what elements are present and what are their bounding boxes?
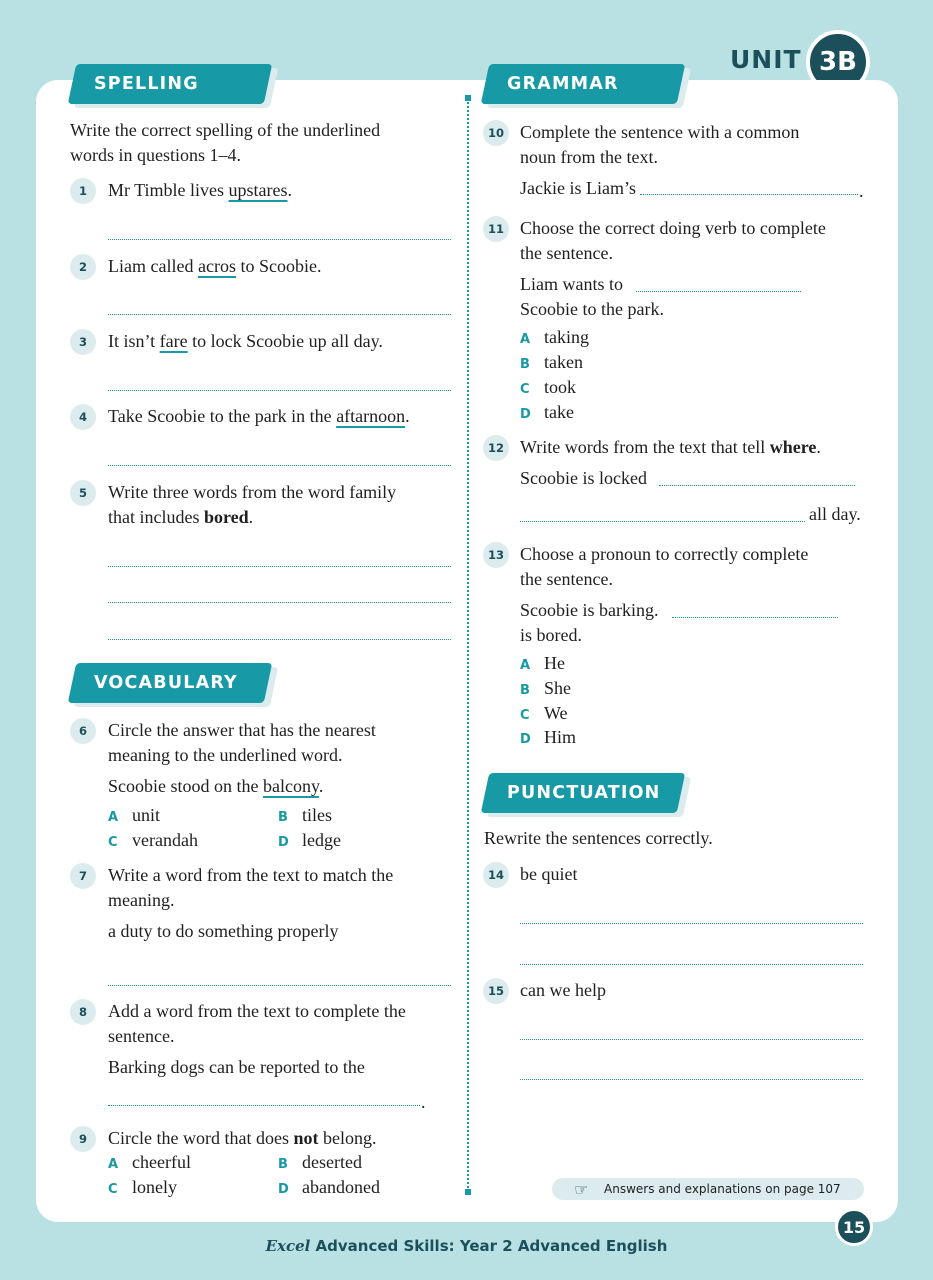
q6-option-c[interactable]: C verandah [108, 830, 198, 850]
question-8-line1: Add a word from the text to complete the [108, 1001, 406, 1021]
answer-line-14b[interactable] [520, 963, 863, 965]
grammar-heading: GRAMMAR [507, 74, 619, 94]
answer-line-7[interactable] [108, 984, 451, 986]
question-10-prompt: Jackie is Liam’s [520, 178, 636, 198]
question-3-text: It isn’t fare to lock Scoobie up all day. [108, 331, 383, 351]
question-15-text: can we help [520, 980, 606, 1000]
answer-line-5c[interactable] [108, 638, 451, 640]
pointing-hand-icon: ☞ [574, 1179, 589, 1199]
answers-note [552, 1178, 864, 1200]
answer-line-13[interactable] [672, 616, 838, 618]
question-13-prompt1: Scoobie is barking. [520, 600, 659, 620]
question-number-6: 6 [70, 718, 96, 744]
question-8-prompt: Barking dogs can be reported to the [108, 1057, 365, 1077]
question-5-line1: Write three words from the word family [108, 482, 397, 502]
question-11-line1: Choose the correct doing verb to complete [520, 218, 826, 238]
q9-option-d[interactable]: D abandoned [278, 1177, 380, 1197]
answer-line-2[interactable] [108, 313, 451, 315]
question-8-end: . [421, 1092, 426, 1112]
answer-line-10[interactable] [640, 193, 858, 195]
spelling-instruction-line2: words in questions 1–4. [70, 145, 241, 165]
underlined-word: fare [159, 331, 188, 351]
question-6-line2: meaning to the underlined word. [108, 745, 343, 765]
question-number-5: 5 [70, 480, 96, 506]
question-6-line1: Circle the answer that has the nearest [108, 720, 376, 740]
q6-option-a[interactable]: A unit [108, 805, 161, 825]
answer-line-5b[interactable] [108, 601, 451, 603]
question-11-prompt1: Liam wants to [520, 274, 623, 294]
footer-title [0, 1237, 933, 1255]
q13-option-a[interactable]: A He [520, 653, 565, 673]
grammar-banner [485, 64, 681, 104]
question-2-text: Liam called acros to Scoobie. [108, 256, 322, 276]
answers-note-text: Answers and explanations on page 107 [604, 1182, 841, 1196]
question-6-sentence: Scoobie stood on the balcony. [108, 776, 324, 796]
question-12-text: Write words from the text that tell where. [520, 437, 821, 457]
question-12-end: all day. [809, 504, 861, 524]
question-number-11: 11 [483, 216, 509, 242]
spelling-banner [72, 64, 268, 104]
answer-line-12a[interactable] [659, 484, 855, 486]
question-9-text: Circle the word that does not belong. [108, 1128, 377, 1148]
question-7-line1: Write a word from the text to match the [108, 865, 394, 885]
answer-line-15a[interactable] [520, 1038, 863, 1040]
question-13-prompt2: is bored. [520, 625, 582, 645]
underlined-word: aftarnoon [336, 406, 406, 426]
q11-option-a[interactable]: A taking [520, 327, 589, 347]
column-divider [467, 98, 469, 1192]
question-13-line2: the sentence. [520, 569, 613, 589]
q9-option-b[interactable]: B deserted [278, 1152, 362, 1172]
q11-option-c[interactable]: C took [520, 377, 577, 397]
answer-line-8[interactable] [108, 1104, 420, 1106]
question-number-7: 7 [70, 863, 96, 889]
spelling-instruction-line1: Write the correct spelling of the underlined [70, 120, 381, 140]
punctuation-heading: PUNCTUATION [507, 783, 661, 803]
q9-option-a[interactable]: A cheerful [108, 1152, 191, 1172]
question-number-3: 3 [70, 329, 96, 355]
punctuation-banner [485, 773, 681, 813]
q13-option-d[interactable]: D Him [520, 727, 577, 747]
question-10-end: . [859, 181, 864, 201]
q6-option-d[interactable]: D ledge [278, 830, 341, 850]
question-number-9: 9 [70, 1126, 96, 1152]
question-7-line2: meaning. [108, 890, 175, 910]
question-number-14: 14 [483, 862, 509, 888]
question-number-4: 4 [70, 404, 96, 430]
question-7-prompt: a duty to do something properly [108, 921, 339, 941]
q6-option-b[interactable]: B tiles [278, 805, 332, 825]
answer-line-11[interactable] [636, 290, 801, 292]
spelling-heading: SPELLING [94, 74, 199, 94]
q13-option-b[interactable]: B She [520, 678, 571, 698]
question-number-12: 12 [483, 435, 509, 461]
question-4-text: Take Scoobie to the park in the aftarnoon. [108, 406, 410, 426]
underlined-word: balcony [263, 776, 319, 796]
divider-cap-bottom [465, 1189, 471, 1195]
answer-line-12b[interactable] [520, 520, 805, 522]
answer-line-15b[interactable] [520, 1078, 863, 1080]
underlined-word: upstares [228, 180, 288, 200]
question-13-line1: Choose a pronoun to correctly complete [520, 544, 809, 564]
question-number-13: 13 [483, 542, 509, 568]
question-number-2: 2 [70, 254, 96, 280]
q9-option-c[interactable]: C lonely [108, 1177, 177, 1197]
question-number-1: 1 [70, 178, 96, 204]
footer-book-title: Advanced Skills: Year 2 Advanced English [310, 1237, 668, 1255]
question-14-text: be quiet [520, 864, 578, 884]
question-number-10: 10 [483, 120, 509, 146]
punctuation-instruction: Rewrite the sentences correctly. [484, 828, 713, 848]
answer-line-5a[interactable] [108, 565, 451, 567]
answer-line-4[interactable] [108, 464, 451, 466]
q11-option-b[interactable]: B taken [520, 352, 583, 372]
question-11-prompt2: Scoobie to the park. [520, 299, 664, 319]
question-10-line1: Complete the sentence with a common [520, 122, 800, 142]
q13-option-c[interactable]: C We [520, 703, 568, 723]
answer-line-14a[interactable] [520, 922, 863, 924]
unit-badge: 3B [806, 30, 870, 94]
underlined-word: acros [197, 256, 236, 276]
question-number-8: 8 [70, 999, 96, 1025]
answer-line-3[interactable] [108, 389, 451, 391]
vocabulary-banner [72, 663, 268, 703]
question-1-text: Mr Timble lives upstares. [108, 180, 293, 200]
question-11-line2: the sentence. [520, 243, 613, 263]
unit-label: UNIT [730, 45, 802, 74]
question-number-15: 15 [483, 978, 509, 1004]
q11-option-d[interactable]: D take [520, 402, 574, 422]
divider-cap-top [465, 95, 471, 101]
question-8-line2: sentence. [108, 1026, 175, 1046]
answer-line-1[interactable] [108, 238, 451, 240]
brand-logo: Excel [265, 1237, 311, 1255]
question-10-line2: noun from the text. [520, 147, 658, 167]
question-12-prompt: Scoobie is locked [520, 468, 647, 488]
vocabulary-heading: VOCABULARY [94, 673, 238, 693]
question-5-line2: that includes bored. [108, 507, 254, 527]
page-number: 15 [835, 1208, 873, 1246]
